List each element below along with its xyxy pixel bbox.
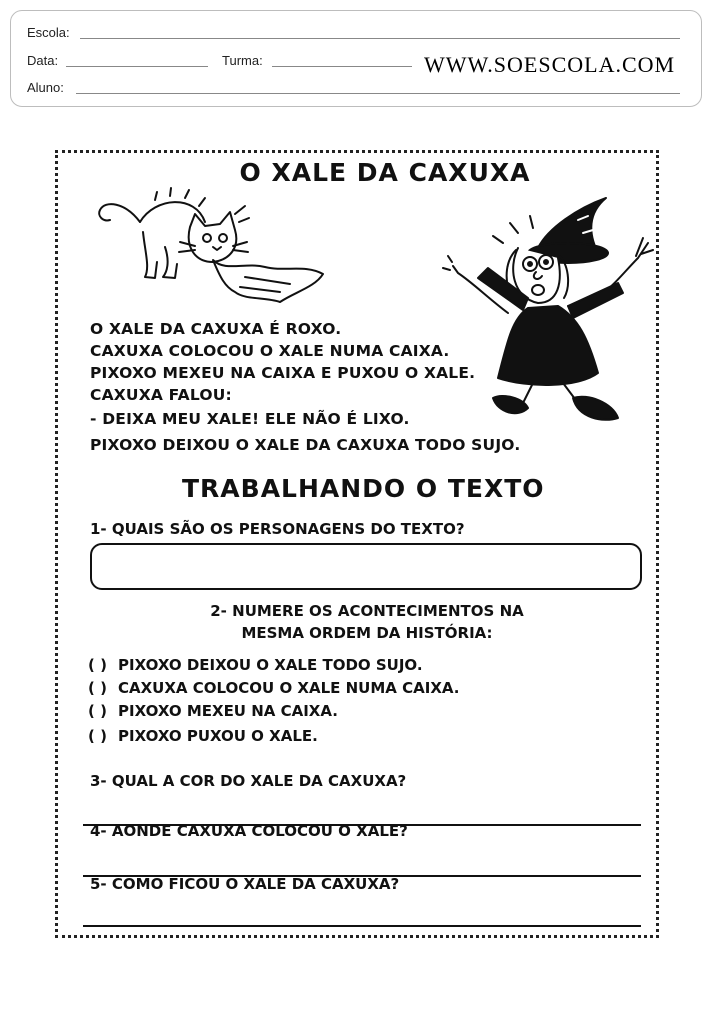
cat-illustration: [95, 192, 330, 307]
data-label: Data:: [27, 53, 59, 68]
story-line: CAXUXA COLOCOU O XALE NUMA CAIXA.: [90, 342, 450, 360]
story-line: PIXOXO MEXEU NA CAIXA E PUXOU O XALE.: [90, 364, 476, 382]
aluno-field[interactable]: [76, 93, 680, 94]
question-2-line-2: MESMA ORDEM DA HISTÓRIA:: [241, 624, 493, 642]
turma-label: Turma:: [222, 53, 263, 68]
list-item: [88, 677, 459, 700]
story-line: CAXUXA FALOU:: [90, 386, 232, 404]
question-4: 4- AONDE CAXUXA COLOCOU O XALE?: [90, 822, 408, 840]
story-line: PIXOXO DEIXOU O XALE DA CAXUXA TODO SUJO.: [90, 436, 521, 454]
section-title: TRABALHANDO O TEXTO: [182, 474, 545, 503]
answer-box-1[interactable]: [90, 543, 642, 590]
ordering-list: [88, 654, 459, 748]
story-line: O XALE DA CAXUXA É ROXO.: [90, 320, 342, 338]
question-2-line-1: 2- NUMERE OS ACONTECIMENTOS NA: [210, 602, 524, 620]
aluno-label: Aluno:: [27, 80, 64, 95]
escola-label: Escola:: [27, 25, 70, 40]
number-box[interactable]: ( ): [88, 702, 107, 720]
item-text: CAXUXA COLOCOU O XALE NUMA CAIXA.: [118, 679, 460, 697]
item-text: PIXOXO PUXOU O XALE.: [118, 727, 318, 745]
data-field[interactable]: [66, 66, 208, 67]
story-text: [90, 318, 520, 456]
item-text: PIXOXO DEIXOU O XALE TODO SUJO.: [118, 656, 423, 674]
number-box[interactable]: ( ): [88, 727, 107, 745]
story-line: - DEIXA MEU XALE! ELE NÃO É LIXO.: [90, 410, 410, 428]
turma-field[interactable]: [272, 66, 412, 67]
answer-line-5[interactable]: [83, 925, 641, 927]
site-logo-text: WWW.SOESCOLA.COM: [424, 52, 676, 77]
number-box[interactable]: ( ): [88, 656, 107, 674]
question-3: 3- QUAL A COR DO XALE DA CAXUXA?: [90, 772, 407, 790]
worksheet-title: O XALE DA CAXUXA: [239, 158, 531, 187]
list-item: [88, 654, 459, 677]
number-box[interactable]: ( ): [88, 679, 107, 697]
escola-field[interactable]: [80, 38, 680, 39]
question-5: 5- COMO FICOU O XALE DA CAXUXA?: [90, 875, 400, 893]
list-item: [88, 700, 459, 723]
list-item: [88, 725, 459, 748]
question-1: 1- QUAIS SÃO OS PERSONAGENS DO TEXTO?: [90, 520, 465, 538]
item-text: PIXOXO MEXEU NA CAIXA.: [118, 702, 338, 720]
